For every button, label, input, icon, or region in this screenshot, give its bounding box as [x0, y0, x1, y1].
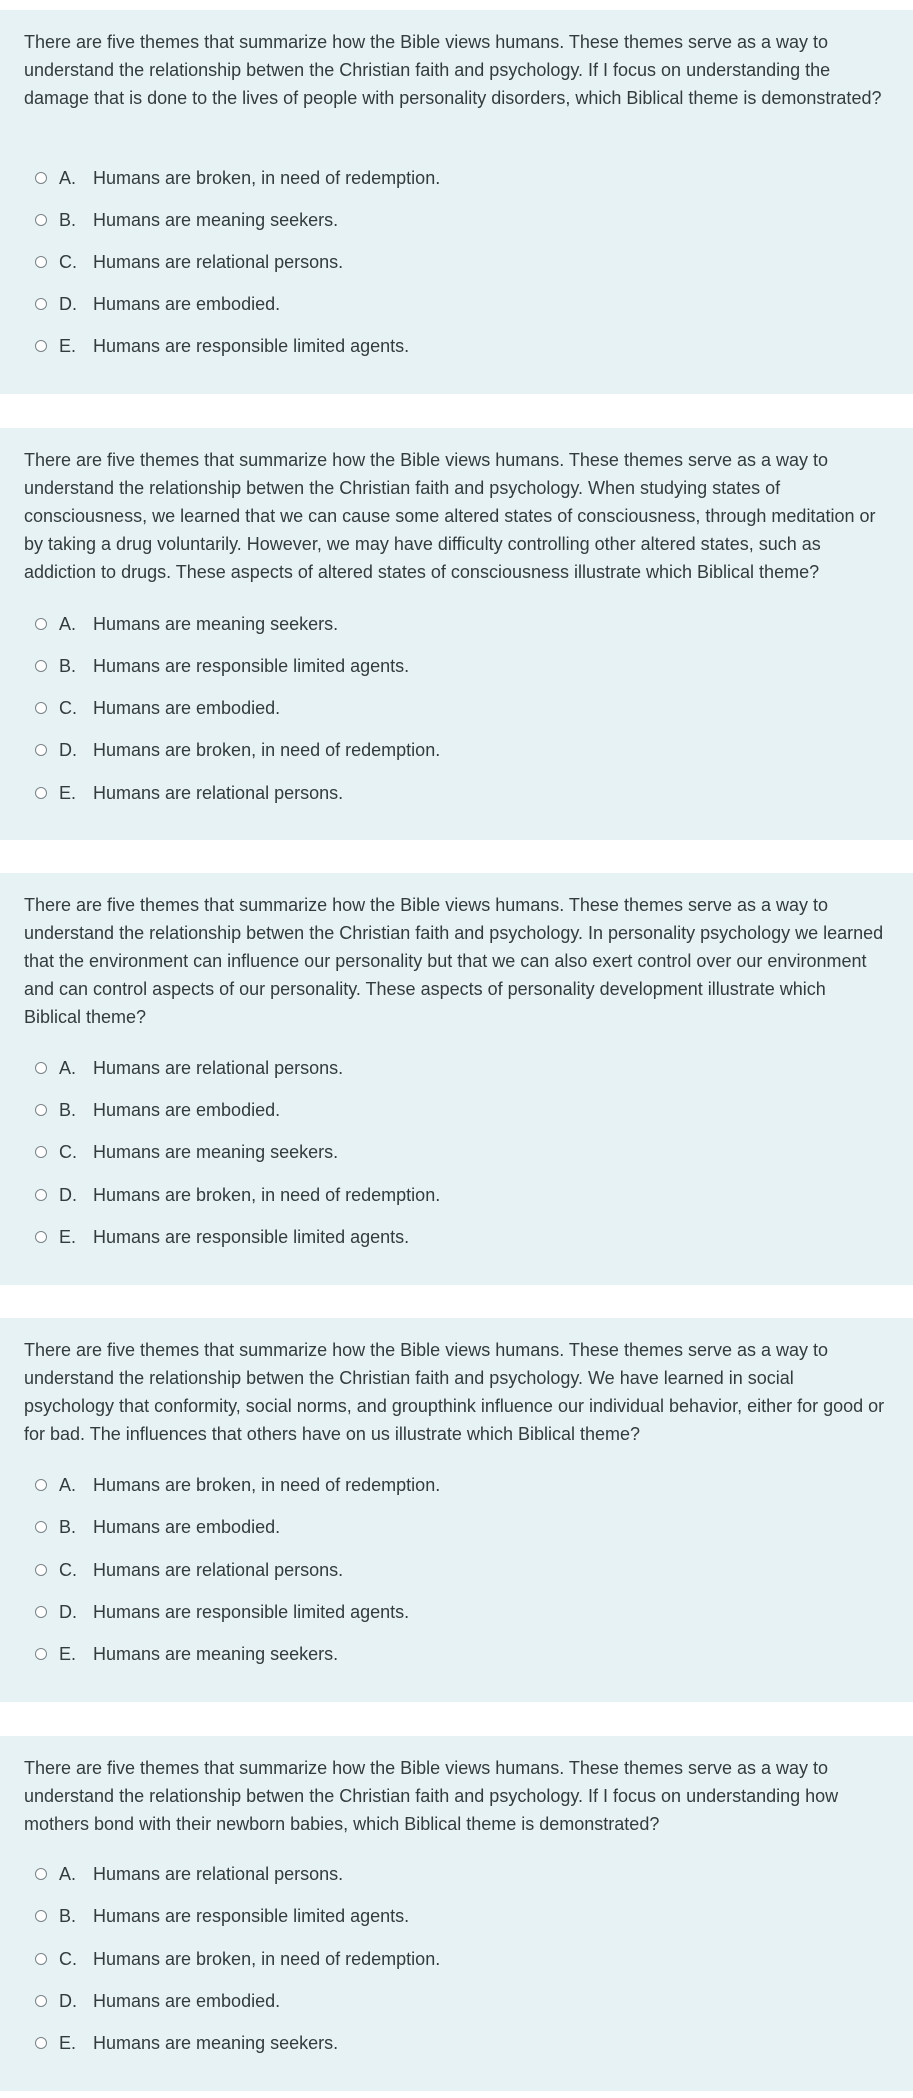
question-block-2	[0, 428, 913, 840]
answer-letter: A.	[59, 1057, 77, 1078]
answer-letter: B.	[59, 1099, 77, 1120]
answer-option[interactable]	[35, 1223, 409, 1251]
question-block-5	[0, 1736, 913, 2091]
answer-option[interactable]	[35, 164, 440, 192]
answer-label: Humans are embodied.	[93, 293, 281, 314]
answer-label: Humans are responsible limited agents.	[93, 335, 410, 356]
answer-letter: D.	[59, 1990, 77, 2011]
answer-label: Humans are broken, in need of redemption.	[93, 1948, 441, 1969]
question-block-1	[0, 10, 913, 394]
answer-label: Humans are responsible limited agents.	[93, 1226, 410, 1247]
answer-label: Humans are meaning seekers.	[93, 1141, 339, 1162]
radio-button[interactable]	[35, 1231, 47, 1243]
radio-button[interactable]	[35, 1479, 47, 1491]
answer-label: Humans are broken, in need of redemption.	[93, 739, 441, 760]
answer-option[interactable]	[35, 1181, 440, 1209]
answer-label: Humans are embodied.	[93, 1990, 281, 2011]
answer-label: Humans are responsible limited agents.	[93, 655, 410, 676]
question-block-3	[0, 873, 913, 1285]
answer-label: Humans are relational persons.	[93, 1863, 344, 1884]
answer-label: Humans are responsible limited agents.	[93, 1905, 410, 1926]
answer-option[interactable]	[35, 652, 409, 680]
answer-letter: A.	[59, 613, 77, 634]
answer-letter: D.	[59, 1184, 77, 1205]
answer-letter: E.	[59, 1226, 77, 1247]
radio-button[interactable]	[35, 2037, 47, 2049]
radio-button[interactable]	[35, 1868, 47, 1880]
answer-letter: B.	[59, 655, 77, 676]
answer-option[interactable]	[35, 1471, 440, 1499]
answer-option[interactable]	[35, 694, 280, 722]
answer-label: Humans are relational persons.	[93, 782, 344, 803]
answer-option[interactable]	[35, 779, 343, 807]
answer-letter: E.	[59, 2032, 77, 2053]
answer-label: Humans are meaning seekers.	[93, 1643, 339, 1664]
answer-letter: C.	[59, 697, 77, 718]
answer-label: Humans are embodied.	[93, 1099, 281, 1120]
radio-button[interactable]	[35, 744, 47, 756]
answer-option[interactable]	[35, 206, 338, 234]
answer-letter: B.	[59, 209, 77, 230]
answer-option[interactable]	[35, 1138, 338, 1166]
answer-label: Humans are meaning seekers.	[93, 209, 339, 230]
question-block-4	[0, 1318, 913, 1702]
answer-option[interactable]	[35, 248, 343, 276]
answer-letter: E.	[59, 335, 77, 356]
answer-option[interactable]	[35, 1054, 343, 1082]
answer-letter: E.	[59, 782, 77, 803]
answer-option[interactable]	[35, 1945, 440, 1973]
radio-button[interactable]	[35, 1910, 47, 1922]
radio-button[interactable]	[35, 256, 47, 268]
answer-label: Humans are relational persons.	[93, 251, 344, 272]
radio-button[interactable]	[35, 618, 47, 630]
answer-letter: E.	[59, 1643, 77, 1664]
answer-letter: C.	[59, 1559, 77, 1580]
answer-option[interactable]	[35, 610, 338, 638]
radio-button[interactable]	[35, 298, 47, 310]
answer-option[interactable]	[35, 2029, 338, 2057]
question-text: There are five themes that summarize how the Bible views humans. These themes serve as a way to understand the relationship betwen the Christian faith and psychology. We have learned in social psychology that conformity, social norms, and groupthink influence our individual behavior, either for good or for bad. The influences that others have on us illustrate which Biblical theme?	[24, 1340, 885, 1444]
answer-option[interactable]	[35, 1513, 280, 1541]
radio-button[interactable]	[35, 1146, 47, 1158]
answer-letter: D.	[59, 293, 77, 314]
radio-button[interactable]	[35, 1953, 47, 1965]
answer-option[interactable]	[35, 1096, 280, 1124]
answer-letter: A.	[59, 1474, 77, 1495]
radio-button[interactable]	[35, 1995, 47, 2007]
answer-label: Humans are embodied.	[93, 697, 281, 718]
answer-letter: A.	[59, 167, 77, 188]
answer-letter: D.	[59, 739, 77, 760]
answer-option[interactable]	[35, 332, 409, 360]
radio-button[interactable]	[35, 1189, 47, 1201]
answer-letter: B.	[59, 1905, 77, 1926]
radio-button[interactable]	[35, 1648, 47, 1660]
question-text: There are five themes that summarize how the Bible views humans. These themes serve as a way to understand the relationship betwen the Christian faith and psychology. When studying states of consciousness, we learned that we can cause some altered states of consciousness, through meditation or by taking a drug voluntarily. However, we may have difficulty controlling other altered states, such as addiction to drugs. These aspects of altered states of consciousness illustrate which Biblical theme?	[24, 450, 876, 582]
question-text: There are five themes that summarize how the Bible views humans. These themes serve as a way to understand the relationship betwen the Christian faith and psychology. If I focus on understanding the damage that is done to the lives of people with personality disorders, which Biblical theme is demonstrated?	[24, 32, 882, 108]
question-text: There are five themes that summarize how the Bible views humans. These themes serve as a way to understand the relationship betwen the Christian faith and psychology. In personality psychology we learned that the environment can influence our personality but that we can also exert control over our environment and can control aspects of our personality. These aspects of personality development illustrate which Biblical theme?	[24, 895, 884, 1027]
answer-letter: C.	[59, 1948, 77, 1969]
answer-letter: C.	[59, 1141, 77, 1162]
answer-option[interactable]	[35, 1640, 338, 1668]
answer-label: Humans are broken, in need of redemption.	[93, 167, 441, 188]
answer-label: Humans are responsible limited agents.	[93, 1601, 410, 1622]
answer-label: Humans are broken, in need of redemption.	[93, 1184, 441, 1205]
radio-button[interactable]	[35, 214, 47, 226]
answer-letter: D.	[59, 1601, 77, 1622]
answer-label: Humans are embodied.	[93, 1516, 281, 1537]
answer-option[interactable]	[35, 290, 280, 318]
answer-option[interactable]	[35, 1860, 343, 1888]
answer-option[interactable]	[35, 736, 440, 764]
answer-label: Humans are broken, in need of redemption.	[93, 1474, 441, 1495]
answer-label: Humans are meaning seekers.	[93, 2032, 339, 2053]
answer-letter: C.	[59, 251, 77, 272]
answer-label: Humans are relational persons.	[93, 1559, 344, 1580]
answer-letter: A.	[59, 1863, 77, 1884]
radio-button[interactable]	[35, 340, 47, 352]
radio-button[interactable]	[35, 1062, 47, 1074]
answer-option[interactable]	[35, 1556, 343, 1584]
answer-letter: B.	[59, 1516, 77, 1537]
radio-button[interactable]	[35, 172, 47, 184]
radio-button[interactable]	[35, 660, 47, 672]
answer-option[interactable]	[35, 1902, 409, 1930]
radio-button[interactable]	[35, 702, 47, 714]
radio-button[interactable]	[35, 1564, 47, 1576]
answer-option[interactable]	[35, 1598, 409, 1626]
question-text: There are five themes that summarize how the Bible views humans. These themes serve as a way to understand the relationship betwen the Christian faith and psychology. If I focus on understanding how mothers bond with their newborn babies, which Biblical theme is demonstrated?	[24, 1758, 839, 1834]
answer-label: Humans are meaning seekers.	[93, 613, 339, 634]
radio-button[interactable]	[35, 1606, 47, 1618]
radio-button[interactable]	[35, 1521, 47, 1533]
answer-label: Humans are relational persons.	[93, 1057, 344, 1078]
radio-button[interactable]	[35, 787, 47, 799]
answer-option[interactable]	[35, 1987, 280, 2015]
radio-button[interactable]	[35, 1104, 47, 1116]
